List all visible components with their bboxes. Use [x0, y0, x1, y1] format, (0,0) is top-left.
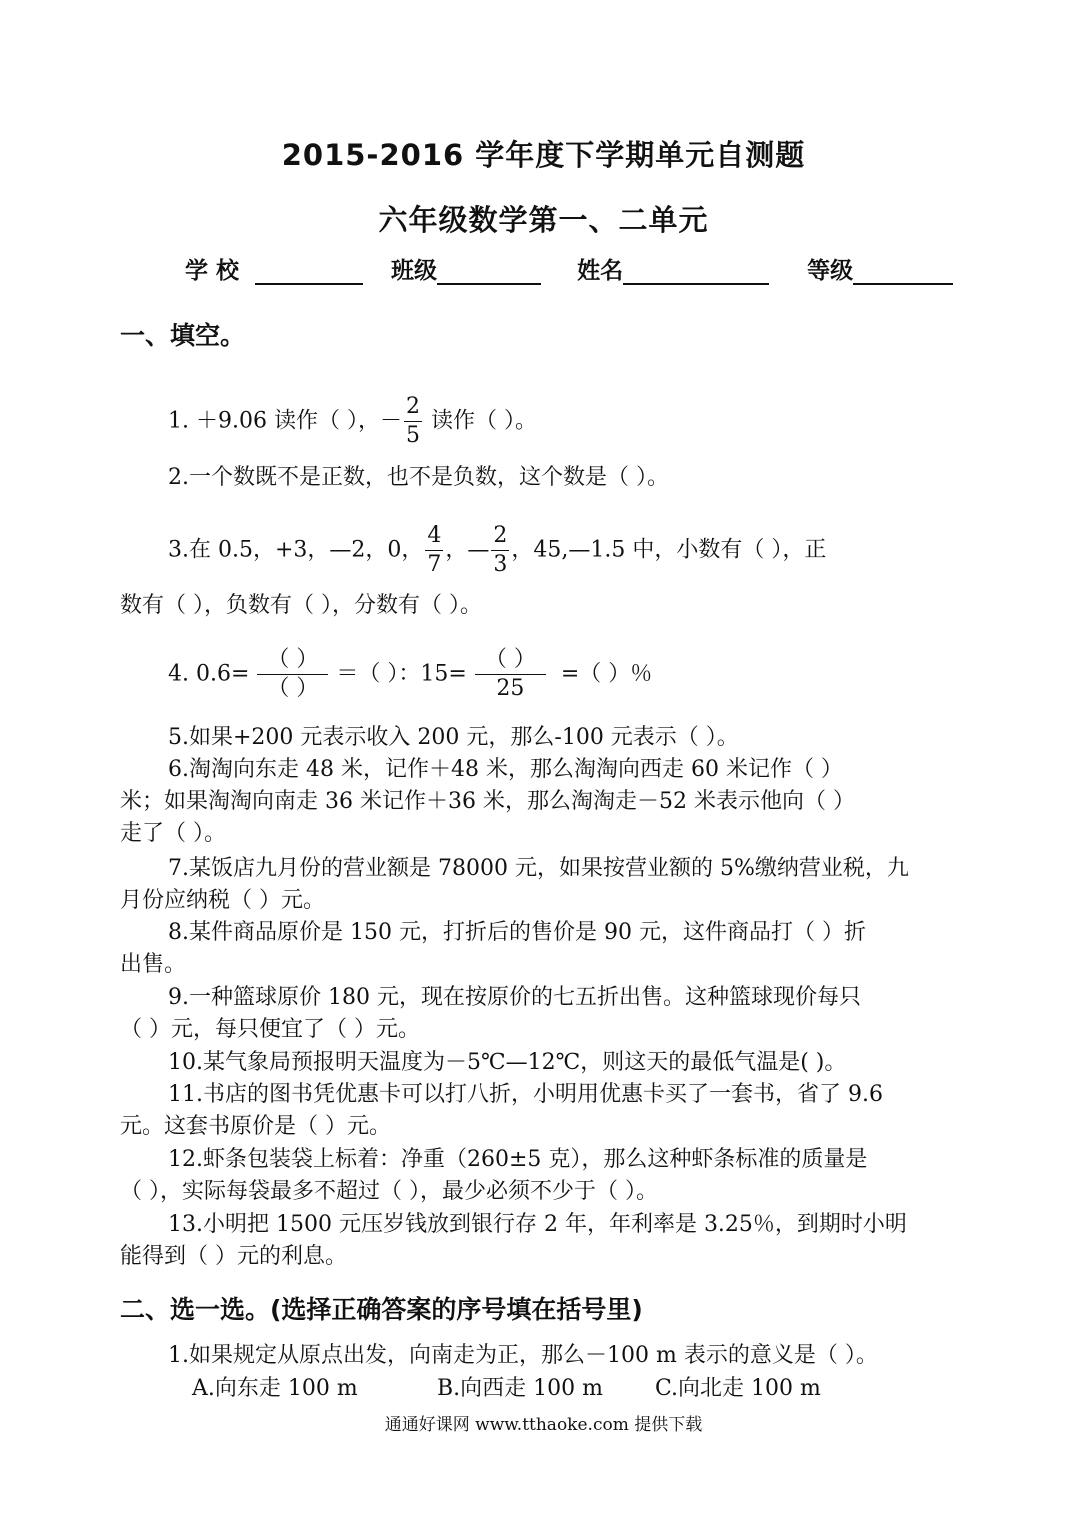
page-subtitle: 六年级数学第一、二单元 — [378, 203, 709, 237]
question-1-10: 10.某气象局预报明天温度为－5℃—12℃，则这天的最低气温是( )。 — [168, 1050, 847, 1075]
q1-text-b: 读作（ ）。 — [423, 408, 537, 434]
fraction-denominator: 7 — [427, 552, 442, 577]
question-1-13-line1: 13.小明把 1500 元压岁钱放到银行存 2 年，年利率是 3.25％，到期时小明 — [168, 1212, 907, 1237]
fraction-numerator: 4 — [425, 523, 443, 551]
question-1-12-line1: 12.虾条包装袋上标着：净重（260±5 克），那么这种虾条标准的质量是 — [168, 1147, 868, 1172]
question-1-2: 2.一个数既不是正数，也不是负数，这个数是（ ）。 — [168, 465, 669, 490]
question-1-13-line2: 能得到（ ）元的利息。 — [120, 1244, 347, 1269]
footer-note: 通通好课网 www.tthaoke.com 提供下载 — [384, 1415, 703, 1435]
question-1-6-line1: 6.淘淘向东走 48 米，记作＋48 米，那么淘淘向西走 60 米记作（ ） — [168, 757, 843, 782]
name-label: 姓名 — [577, 258, 624, 284]
question-1-6-line2: 米；如果淘淘向南走 36 米记作＋36 米，那么淘淘走－52 米表示他向（ ） — [120, 789, 855, 814]
question-1-3-line2: 数有（ ），负数有（ ），分数有（ ）。 — [120, 593, 482, 618]
grade-blank[interactable] — [853, 261, 953, 285]
class-label: 班级 — [391, 258, 438, 284]
question-1-8-line2: 出售。 — [120, 952, 187, 977]
q3-text-c: ，45,—1.5 中，小数有（ ），正 — [511, 537, 827, 563]
question-1-4 — [168, 647, 652, 702]
page-title: 2015-2016 学年度下学期单元自测题 — [281, 138, 806, 172]
fraction — [491, 523, 509, 578]
q4-text-a: 4. 0.6= — [168, 661, 250, 687]
question-1-12-line2: （ ），实际每袋最多不超过（ ），最少必须不少于（ ）。 — [120, 1179, 658, 1204]
q3-text-a: 3.在 0.5，+3，—2，0， — [168, 537, 424, 563]
fraction — [404, 394, 422, 449]
question-1-1 — [168, 394, 537, 449]
question-1-8-line1: 8.某件商品原价是 150 元，打折后的售价是 90 元，这件商品打（ ）折 — [168, 920, 866, 945]
section-2-heading: 二、选一选。(选择正确答案的序号填在括号里) — [120, 1295, 643, 1324]
fraction — [425, 523, 443, 578]
question-1-11-line2: 元。这套书原价是（ ）元。 — [120, 1114, 391, 1139]
fraction-numerator: 2 — [491, 523, 509, 551]
q4-text-c: =（ ）％ — [553, 661, 653, 687]
question-1-9-line1: 9.一种篮球原价 180 元，现在按原价的七五折出售。这种篮球现价每只 — [168, 985, 861, 1010]
question-2-1-option-a: A.向东走 100 m — [192, 1376, 358, 1401]
fraction-numerator: 2 — [404, 394, 422, 422]
school-blank[interactable] — [255, 261, 363, 285]
question-1-11-line1: 11.书店的图书凭优惠卡可以打八折，小明用优惠卡买了一套书，省了 9.6 — [168, 1082, 883, 1107]
fraction-denominator: （ ） — [267, 676, 319, 701]
question-2-1: 1.如果规定从原点出发，向南走为正，那么－100 m 表示的意义是（ ）。 — [168, 1343, 878, 1368]
q1-text-a: 1. ＋9.06 读作（ ），－ — [168, 408, 402, 434]
fraction — [257, 647, 328, 702]
question-1-7-line2: 月份应纳税（ ）元。 — [120, 888, 325, 913]
q3-text-b: ，— — [445, 537, 490, 563]
fraction-numerator: （ ） — [475, 647, 546, 675]
question-2-1-option-b: B.向西走 100 m — [437, 1376, 603, 1401]
grade-label: 等级 — [807, 258, 854, 284]
question-1-6-line3: 走了（ ）。 — [120, 821, 226, 846]
name-blank[interactable] — [623, 261, 769, 285]
question-1-7-line1: 7.某饭店九月份的营业额是 78000 元，如果按营业额的 5%缴纳营业税，九 — [168, 856, 909, 881]
question-2-1-option-c: C.向北走 100 m — [655, 1376, 821, 1401]
student-info-row — [185, 252, 953, 285]
fraction-denominator: 3 — [493, 552, 508, 577]
fraction-numerator: （ ） — [257, 647, 328, 675]
question-1-3 — [168, 523, 826, 578]
fraction-denominator: 25 — [496, 676, 525, 701]
class-blank[interactable] — [437, 261, 541, 285]
question-1-5: 5.如果+200 元表示收入 200 元，那么-100 元表示（ ）。 — [168, 725, 739, 750]
section-1-heading: 一、填空。 — [120, 321, 246, 350]
q4-text-b: ＝（ ）：15= — [336, 661, 467, 687]
fraction — [475, 647, 546, 702]
fraction-denominator: 5 — [405, 423, 420, 448]
question-1-9-line2: （ ）元，每只便宜了（ ）元。 — [120, 1017, 420, 1042]
school-label: 学 校 — [185, 258, 240, 284]
